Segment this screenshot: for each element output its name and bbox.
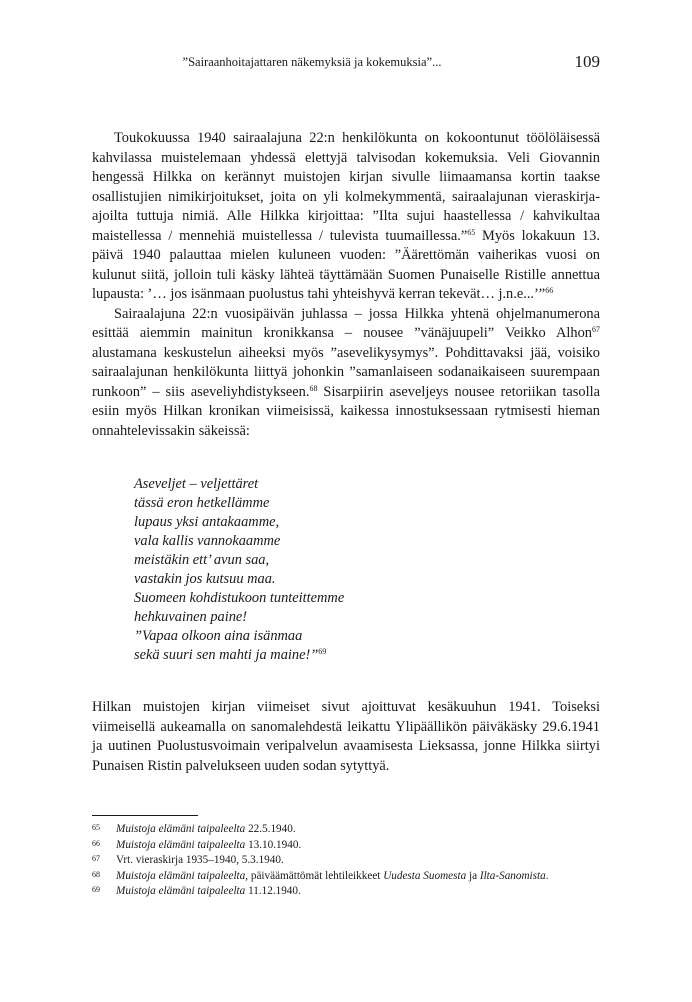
poem-line-last — [134, 646, 600, 665]
footnote-number: 67 — [92, 854, 100, 864]
footnote-number: 66 — [92, 838, 100, 848]
footnote-number: 68 — [92, 869, 100, 879]
page-number: 109 — [574, 52, 600, 71]
footnote-ref-65[interactable]: 65 — [467, 227, 476, 237]
footnote-source-title: Muistoja elämäni taipaleelta — [116, 885, 246, 898]
footnote-text: 11.12.1940. — [245, 885, 301, 898]
footnote-ref-66[interactable]: 66 — [545, 286, 554, 295]
footnote-ref-69[interactable]: 69 — [318, 647, 327, 656]
paragraph-2-text-c: Sisarpiirin aseveljeys nousee retoriikan tasolla esiin myös Hilkan kronikan viimeisissä, kaikessa innostuksessaan rytmisesti hieman onnahtelevissakin säkeissä: — [92, 383, 600, 439]
footnote-source-title: Muistoja elämäni taipaleelta — [116, 869, 246, 882]
footnote-text: Vrt. vieraskirja 1935–1940, 5.3.1940. — [116, 854, 284, 867]
running-head — [92, 52, 600, 72]
poem-line: Suomeen kohdistukoon tunteittemme — [134, 590, 345, 606]
poem — [134, 475, 600, 665]
paragraph-1-text-b: Myös lokakuun 13. päivä 1940 palauttaa mielen kuluneen vuoden: ”Äärettömän vaiherikas vuosi on kulunut siitä, jolloin tuli käsky lähteä täyttämään Suomen Punaiselle Ristille annettua lupausta: ’… jos isänmaan puolustus tahi yhteishyvä kerran tekevät… j.n.e...’” — [92, 227, 600, 302]
footnote-69 — [92, 884, 600, 900]
footnote-newspaper-title: Uudesta Suomesta — [383, 869, 467, 882]
poem-line: vala kallis vannokaamme — [134, 533, 281, 549]
poem-line: vastakin jos kutsuu maa. — [134, 571, 276, 587]
footnotes — [92, 822, 600, 900]
footnote-separator — [92, 815, 198, 816]
paragraph-2-text-a: Sairaalajuna 22:n vuosipäivän juhlassa – jossa Hilkka yhtenä ohjelmanumerona esittää aiemmin mainitun kronikkansa – nousee ”vänäjuupeli” Veikko Alhon — [92, 305, 600, 341]
paragraph-3: Hilkan muistojen kirjan viimeiset sivut ajoittuvat kesäkuuhun 1941. Toiseksi viimeisellä aukeamalla on sanomalehdestä leikattu Ylipäällikön päiväkäsky 29.6.1941 ja uutinen Puolustusvoimain veripalvelun avaamisesta Lieksassa, jonne Hilkka siirtyi Punaisen Ristin palvelukseen uuden sodan sytyttyä. — [92, 699, 600, 774]
footnote-text: 22.5.1940. — [245, 823, 296, 835]
footnote-ref-67[interactable]: 67 — [592, 325, 600, 334]
paragraph-2 — [92, 305, 600, 442]
footnote-ref-68[interactable]: 68 — [309, 383, 318, 393]
footnote-source-title: Muistoja elämäni taipaleelta — [116, 823, 246, 835]
poem-line: tässä eron hetkellämme — [134, 495, 270, 511]
poem-line: meistäkin ett’ avun saa, — [134, 552, 270, 568]
footnote-number: 65 — [92, 823, 100, 832]
footnote-65 — [92, 822, 600, 838]
body-text — [92, 129, 600, 776]
footnote-text: , päiväämättömät lehtileikkeet — [245, 869, 384, 882]
running-title: ”Sairaanhoitajattaren näkemyksiä ja kokemuksia”... — [182, 55, 442, 69]
footnote-text: 13.10.1940. — [245, 838, 302, 851]
poem-line-text: sekä suuri sen mahti ja maine!” — [134, 647, 319, 663]
paragraph-1 — [92, 129, 600, 305]
poem-line: ”Vapaa olkoon aina isänmaa — [134, 628, 303, 644]
footnote-text: . — [545, 869, 549, 882]
footnote-number: 69 — [92, 885, 100, 895]
footnote-68 — [92, 869, 600, 885]
poem-line: hehkuvainen paine! — [134, 609, 248, 625]
footnote-newspaper-title: Ilta-Sanomista — [479, 869, 546, 882]
poem-line: lupaus yksi antakaamme, — [134, 514, 280, 530]
poem-line: Aseveljet – veljettäret — [134, 476, 259, 492]
footnote-67 — [92, 853, 600, 869]
paragraph-2-text-b: alustamana keskustelun aiheeksi myös ”asevelikysymys”. Pohdittavaksi jää, voisiko sairaalajunan henkilökunta liittyä johonkin ”samanlaiseen sodanaikaiseen suurempaan runkoon” – siis aseveliyhdistykseen. — [92, 344, 600, 400]
footnote-source-title: Muistoja elämäni taipaleelta — [116, 838, 246, 851]
paragraph-1-text-a: Toukokuussa 1940 sairaalajuna 22:n henkilökunta on kokoontunut töölöläisessä kahvilassa muistelemaan yhdessä elettyjä talvisodan kokemuksia. Veli Giovannin hengessä Hilkka on kerännyt muistojen kirjan sivulle liimaamansa kortin taakse osallistujien nimikirjoitukset, joita on yli kolmekymmentä, sairaalajunan vieraskirja-ajoilta tuttuja nimiä. Alle Hilkka kirjoittaa: ”Ilta sujui haastellessa / kahvikultaa maistellessa / mennehiä muistellessa / tulevista tuumaillessa.” — [92, 130, 600, 244]
footnote-text: ja — [466, 869, 480, 882]
footnote-66 — [92, 838, 600, 854]
